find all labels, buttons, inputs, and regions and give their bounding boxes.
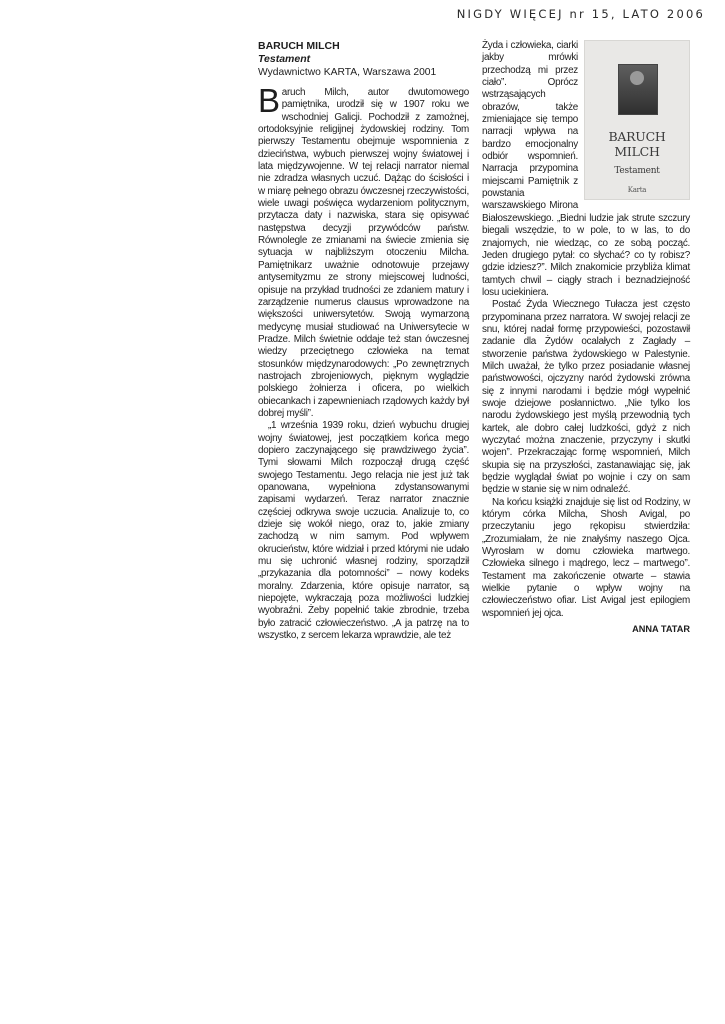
- book-publisher: Wydawnictwo KARTA, Warszawa 2001: [258, 67, 437, 78]
- page-header: NIGDY WIĘCEJ nr 15, LATO 2006: [456, 7, 705, 21]
- review-column-left: [258, 40, 469, 642]
- cover-title: Testament: [614, 166, 660, 176]
- review-paragraph: Postać Żyda Wiecznego Tułacza jest często przypominana przez narratora. W swojej relacji ze snu, której nadał formę przypowieści, pozostawił zadanie dla Żydów ocalałych z Zagłady – stworzenie państwa żydowskiego w Palestynie. Milch uważał, że tylko przez posiadanie własnej państwowości, ojczyzny naród żydowski zrówna się z innymi narodami i będzie mógł wypełnić swoje dziejowe posłannictwo. „Nie tylko los narodu żydowskiego jest myślą przewodnią tych kartek, ale dobro całej ludzkości, gdyż z nich wyczytać można znaczenie, przyczyny i skutki wojen”. Przekraczając formę wspomnień, Milch skupia się na przyszłości, zastanawiając się, jak będzie wyglądał świat po wojnie i czy on sam będzie w stanie się w nim odnaleźć.: [482, 299, 690, 496]
- book-cover-image: [584, 40, 690, 200]
- review-paragraph: „1 września 1939 roku, dzień wybuchu drugiej wojny światowej, jest początkiem końca mego dopiero zaczynającego się prawdziwego życia”. Tymi słowami Milch rozpoczął drugą część swojego Testamentu. Jego relacja nie jest już tak opanowana, wypełniona zdystansowanymi zapisami wydarzeń. Teraz narrator znacznie częściej odkrywa swoje uczucia. Analizuje to, co dzieje się wokół niego, oraz to, jakie zmiany zachodzą w nim samym. Pod wpływem okrucieństw, które widział i przed którymi nie udało mu się uchronić własnej rodziny, sporządził „przykazania dla potomności” – nowy kodeks moralny. Zdarzenia, które opisuje narrator, są niepojęte, wykraczają poza możliwości ludzkiej wyobraźni. Żeby popełnić takie zbrodnie, trzeba było zatracić człowieczeństwo. „A ja patrzę na to wszystko, z sercem lekarza wprawdzie, ale też: [258, 420, 469, 642]
- review-paragraph: Na końcu książki znajduje się list od Rodziny, w którym córka Milcha, Shosh Avigal, po przeczytaniu jego rękopisu stwierdziła: „Zrozumiałam, że nie znałyśmy naszego Ojca. Wyrosłam w domu człowieka martwego. Człowieka silnego i mądrego, lecz – martwego”. Testament ma zakończenie otwarte – stawia wielkie pytanie o wpływ wojny na człowieczeństwo ofiar. List Avigal jest epilogiem wspomnień jej ojca.: [482, 496, 690, 619]
- book-title: Testament: [258, 53, 311, 65]
- review-column-right: [482, 40, 690, 636]
- cover-photo: [618, 64, 658, 115]
- cover-author: BARUCH MILCH: [608, 129, 666, 159]
- review-paragraph: Baruch Milch, autor dwutomowego pamiętnika, urodził się w 1907 roku we wschodniej Galicji. Pochodził z zamożnej, ortodoksyjnie religijnej żydowskiej rodziny. Tom pierwszy Testamentu obejmuje wspomnienia z dzieciństwa, wybuch pierwszej wojny światowej i lata międzywojenne. W tej relacji narrator niemal nie zdradza własnych uczuć. Dążąc do ścisłości i w miarę pełnego obrazu ówczesnej rzeczywistości, wiele uwagi poświęca wydarzeniom politycznym, przytacza daty i nazwiska, stara się opisywać następstwa decyzji przywódców państw. Równolegle ze zmianami na świecie zmienia się sytuacja w najbliższym otoczeniu Milcha. Pamiętnikarz uważnie odnotowuje przejawy antysemityzmu ze strony miejscowej ludności, opisuje na przykład trudności ze zdaniem matury i zarządzenie numerus clausus wprowadzone na większości uniwersytetów. Swoją wymarzoną medycynę musiał studiować na Uniwersytecie w Pradze. Milch świetnie oddaje też stan ówczesnej wiedzy przeciętnego człowieka na temat stosunków międzynarodowych: „Po zewnętrznych nastrojach zbrojeniowych, pięknym wyglądzie polskiego żołnierza i oficera, po wielkich obiecankach i zapewnieniach rządowych każdy był dobrej myśli”.: [258, 82, 469, 419]
- cover-publisher: Karta: [627, 186, 647, 194]
- book-author: BARUCH MILCH: [258, 40, 340, 52]
- review-paragraph: Żyda i człowieka, ciarki jakby mrówki przechodzą mi przez ciało”. Oprócz wstrząsających obrazów, także zmieniające się tempo narracji wpływa na bardzo emocjonalny odbiór wspomnień. Narracja przypomina miejscami Pamiętnik z powstania warszawskiego Mirona Białoszewskiego. „Biedni ludzie jak strute szczury biegali wszędzie, to w pole, to w las, to do znajomych, nie wiedząc, co ze sobą począć. Jeden drugiego pytał: co słychać? co ty robisz? gdzie idziesz?”. Milch znakomicie przybliża klimat tamtych chwil – ciągły strach i beznadziejność losu uciekiniera.: [482, 40, 690, 298]
- review-signature: ANNA TATAR: [632, 624, 690, 635]
- drop-cap: B: [258, 82, 280, 119]
